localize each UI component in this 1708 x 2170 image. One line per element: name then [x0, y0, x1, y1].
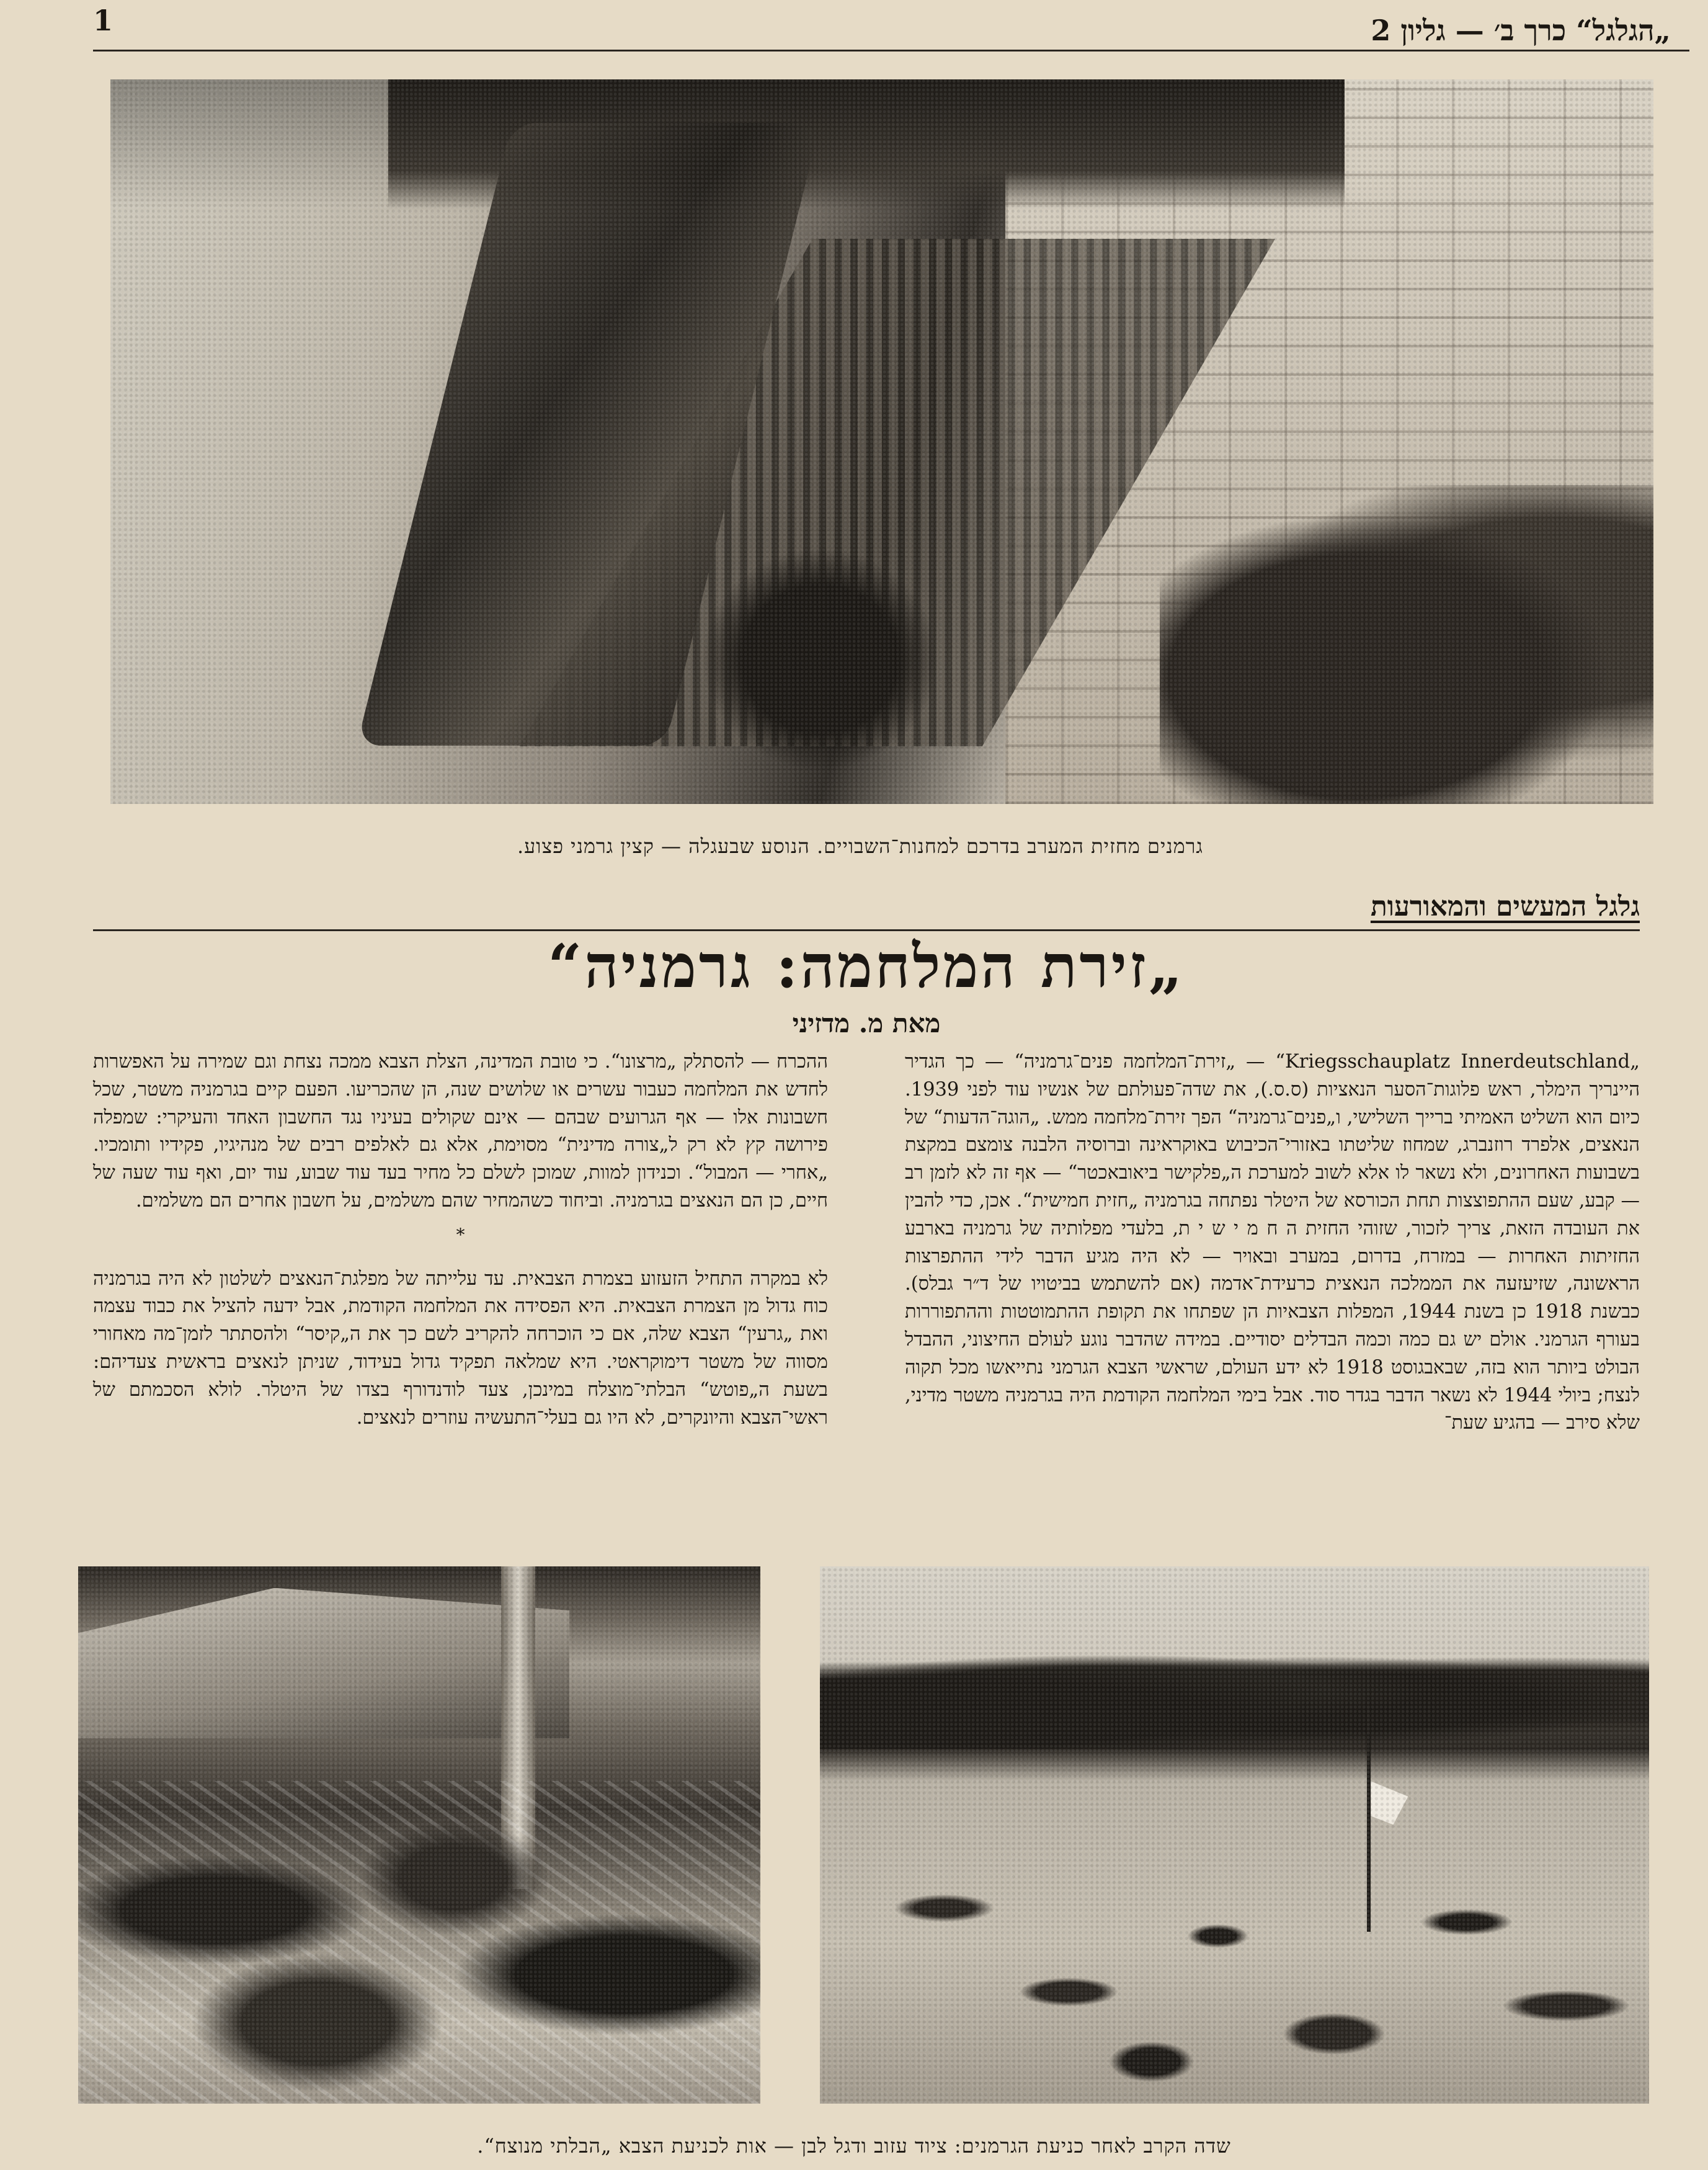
- top-photo-caption: גרמנים מחזית המערב בדרכם למחנות־השבויים. הנוסע שבעגלה — קצין גרמני פצוע.: [517, 834, 1203, 858]
- section-separator: *: [456, 1224, 465, 1245]
- article-paragraph: לא במקרה התחיל הזעזוע בצמרת הצבאית. עד עלייתה של מפלגת־הנאצים לשלטון לא היה בגרמניה כוח גדול מן הצמרת הצבאית. היא הפסידה את המלחמה הקודמת, אבל ידעה להציל את כבוד עצמה ואת „גרעין“ הצבא שלה, אם כי הוכרחה להקריב לשם כך את ה„קיסר“ ולהסתתר לזמן־מה מאחורי מסווה של משטר דימוקראטי. היא שמלאה תפקיד גדול בעידוד, שניתן לנאצים בראשית צעדיהם: בשעת ה„פוטש“ הבלתי־מוצלח במינכן, צעד לודנדורף בצדו של היטלר. לולא הסכמתם של ראשי־הצבא והיונקרים, לא היו גם בעלי־התעשיה עוזרים לנאצים.: [93, 1267, 828, 1429]
- photo-prisoners-column: [110, 79, 1653, 804]
- bottom-photo-caption: שדה הקרב לאחר כניעת הגרמנים: ציוד עזוב ודגל לבן — אות לכניעת הצבא „הבלתי מנוצח“.: [477, 2134, 1231, 2158]
- article-byline: מאת מ. מדזיני: [792, 1008, 941, 1038]
- article-headline: „זירת המלחמה: גרמניה“: [548, 931, 1185, 1001]
- article-column-left: [93, 1048, 828, 1432]
- section-label: גלגל המעשים והמאורעות: [1370, 891, 1640, 922]
- article-paragraph: ההכרח — להסתלק „מרצונו“. כי טובת המדינה, הצלת הצבא ממכה נצחת וגם שמירה על האפשרות לחדש את המלחמה כעבור עשרים או שלושים שנה, הן שהכריעו. הפעם קיים בגרמניה משטר, שכל חשבונות אלו — אף הגרועים שבהם — אינם שקולים בעיניו נגד החשבון האחד והעיקרי: שמפלה פירושה קץ לא רק ל„צורה מדינית“ מסוימת, אלא גם לאלפים רבים של מנהיגיו, פקידיו ותומכיו. „אחרי — המבול“. וכנידון למוות, שמוכן לשלם כל מחיר בעד עוד שבוע, עוד יום, ואף עוד שעה של חיים, כן הם הנאצים בגרמניה. וביחוד כשהמחיר שהם משלמים, על חשבון אחרים הם משלמים.: [93, 1051, 828, 1212]
- photo-destroyed-equipment: [78, 1566, 760, 2104]
- photo-battlefield-white-flag: [820, 1566, 1649, 2104]
- article-paragraph: „Kriegsschauplatz Innerdeutschland“ — „זירת־המלחמה פנים־גרמניה“ — כך הגדיר היינריך הימלר, ראש פלוגות־הסער הנאציות (ס.ס.), את שדה־פעולתם של אנשיו עוד לפני 1939. כיום הוא השליט האמיתי ברייך השלישי, ו„פנים־גרמניה“ הפך זירת־מלחמה ממש. „הוגה־הדעות“ של הנאצים, אלפרד רוזנברג, שמחוז שליטתו באזורי־הכיבוש באוקראינה וברוסיה הלבנה צומצם במקצת בשבועות האחרונים, ולא נשאר לו אלא לשוב למערכת ה„פלקישר ביאובאכטר“ — אף זה לא לזמן רב — קבע, שעם ההתפוצצות תחת הכורסא של היטלר נפתחה בגרמניה „חזית חמישית“. אכן, כדי להבין את העובדה הזאת, צריך לזכור, שזוהי החזית ה ח מ י ש י ת, בלעדי מפלותיה של גרמניה בארבע החזיתות האחרות — במזרח, בדרום, במערב ובאויר — לא היה מגיע הדבר לידי ההתפרצות הראשונה, שזיעזעה את הממלכה הנאצית כרעידת־אדמה (אם להשתמש בביטויו של ד״ר גבלס). כבשנת 1918 כן בשנת 1944, המפלות הצבאיות הן שפתחו את תקופת ההתמוטטות וההתפוררות בעורף הגרמני. אולם יש גם כמה וכמה הבדלים יסודיים. במידה שהדבר נוגע לעולם החיצוני, ההבדל הבולט ביותר הוא בזה, שבאבגוסט 1918 לא ידע העולם, שראשי הצבא הגרמני נתייאשו מכל תקוה לנצח; ביולי 1944 לא נשאר הדבר בגדר סוד. אבל בימי המלחמה הקודמת היה בגרמניה משטר מדיני, שלא סירב — בהגיע שעת־: [905, 1051, 1640, 1434]
- photo-grain: [820, 1566, 1649, 2104]
- photo-grain: [110, 79, 1653, 804]
- page-number: 1: [93, 4, 113, 37]
- header-rule: [93, 50, 1689, 51]
- photo-grain: [78, 1566, 760, 2104]
- article-column-right: [905, 1048, 1640, 1437]
- running-header: „הגלגל“ כרך ב׳ — גליון 2: [1371, 14, 1671, 47]
